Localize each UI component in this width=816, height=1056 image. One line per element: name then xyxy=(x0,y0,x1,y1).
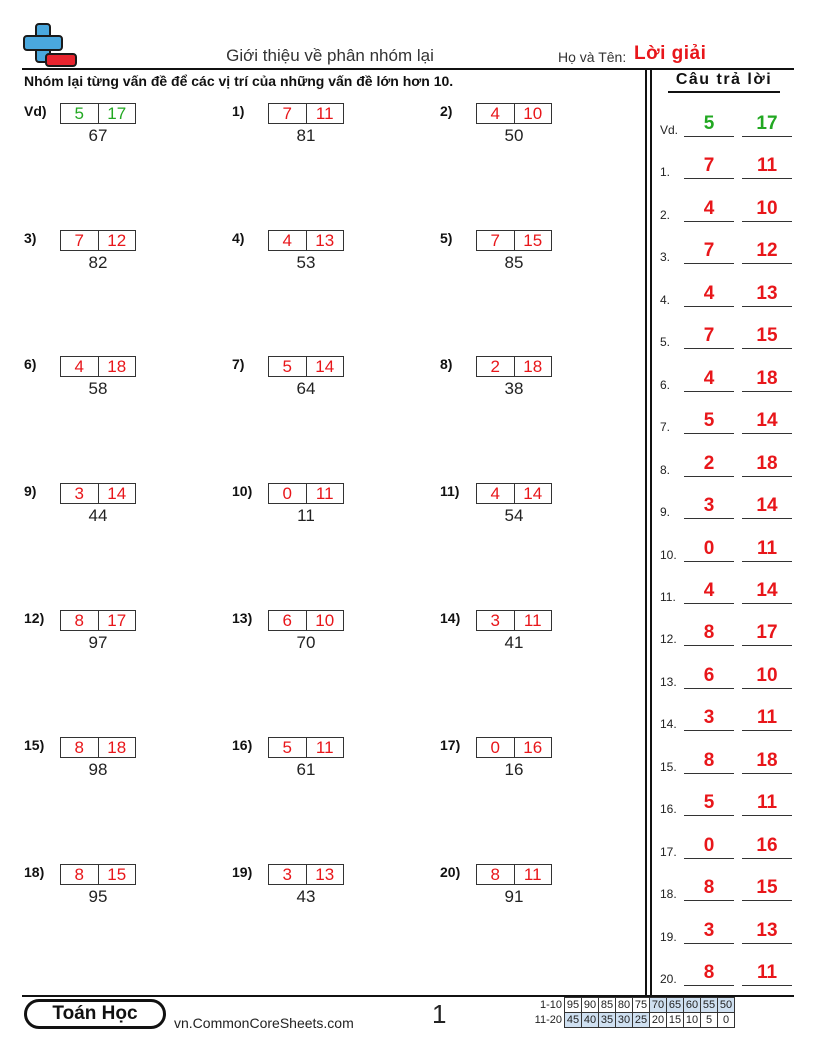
answer-ones: 13 xyxy=(742,921,792,944)
answer-ones: 11 xyxy=(742,963,792,986)
ones-value: 11 xyxy=(306,484,344,503)
answer-tens: 4 xyxy=(684,369,734,392)
answer-tens: 8 xyxy=(684,623,734,646)
problem-label: 6) xyxy=(24,356,37,372)
score-cell: 55 xyxy=(700,997,718,1013)
problem-number: 58 xyxy=(88,379,108,398)
score-cell: 85 xyxy=(598,997,616,1013)
regroup-box xyxy=(60,103,136,124)
problem-number: 82 xyxy=(88,253,108,272)
answer-label: 15. xyxy=(660,759,677,774)
score-cell: 80 xyxy=(615,997,633,1013)
answer-ones: 11 xyxy=(742,793,792,816)
problem-label: 15) xyxy=(24,737,45,753)
score-cell: 10 xyxy=(683,1012,701,1028)
answer-ones: 17 xyxy=(742,114,792,137)
regroup-box xyxy=(476,737,552,758)
regroup-box xyxy=(476,610,552,631)
problem-label: 10) xyxy=(232,483,253,499)
tens-value: 4 xyxy=(490,484,500,503)
answer-row xyxy=(660,956,796,986)
ones-value: 14 xyxy=(306,357,344,376)
answer-tens: 0 xyxy=(684,539,734,562)
ones-value: 11 xyxy=(306,738,344,757)
problem-number: 41 xyxy=(504,633,524,652)
answer-ones: 10 xyxy=(742,199,792,222)
answer-ones: 14 xyxy=(742,581,792,604)
answer-row xyxy=(660,192,796,222)
problem-label: 20) xyxy=(440,864,461,880)
regroup-box xyxy=(60,483,136,504)
site-url: vn.CommonCoreSheets.com xyxy=(174,1015,354,1031)
ones-value: 15 xyxy=(514,231,552,250)
answer-label: 16. xyxy=(660,802,677,817)
regroup-box xyxy=(476,864,552,885)
problem-number: 53 xyxy=(296,253,316,272)
regroup-box xyxy=(60,737,136,758)
ones-value: 17 xyxy=(98,104,136,123)
answer-row xyxy=(660,616,796,646)
problem-number: 81 xyxy=(296,126,316,145)
answers-title-underline xyxy=(668,91,780,93)
score-cell: 40 xyxy=(581,1012,599,1028)
ones-value: 14 xyxy=(98,484,136,503)
problem-label: 14) xyxy=(440,610,461,626)
regroup-box xyxy=(268,864,344,885)
tens-value: 5 xyxy=(282,357,292,376)
regroup-box xyxy=(476,230,552,251)
regroup-box xyxy=(476,356,552,377)
regroup-box xyxy=(268,610,344,631)
answer-label: 18. xyxy=(660,887,677,902)
regroup-box xyxy=(476,103,552,124)
problem-label: 13) xyxy=(232,610,253,626)
problem-number: 70 xyxy=(296,633,316,652)
ones-value: 11 xyxy=(306,104,344,123)
answer-label: 12. xyxy=(660,632,677,647)
score-range-label: 11-20 xyxy=(534,1014,562,1026)
score-row xyxy=(528,997,735,1013)
tens-value: 7 xyxy=(74,231,84,250)
problem-number: 50 xyxy=(504,126,524,145)
answer-ones: 12 xyxy=(742,241,792,264)
score-cell: 75 xyxy=(632,997,650,1013)
problem-number: 67 xyxy=(88,126,108,145)
answer-tens: 2 xyxy=(684,454,734,477)
ones-value: 13 xyxy=(306,865,344,884)
problem-label: 8) xyxy=(440,356,453,372)
answer-label: 4. xyxy=(660,292,671,307)
problem-label: 3) xyxy=(24,230,37,246)
answer-ones: 18 xyxy=(742,369,792,392)
problem-number: 95 xyxy=(88,887,108,906)
answer-ones: 11 xyxy=(742,156,792,179)
answer-row xyxy=(660,914,796,944)
answer-tens: 5 xyxy=(684,114,734,137)
problem-number: 11 xyxy=(297,506,315,525)
answer-label: 13. xyxy=(660,674,677,689)
answer-ones: 13 xyxy=(742,284,792,307)
column-divider xyxy=(645,68,647,995)
problem-number: 61 xyxy=(296,760,316,779)
tens-value: 4 xyxy=(282,231,292,250)
ones-value: 15 xyxy=(98,865,136,884)
problem-label: 19) xyxy=(232,864,253,880)
header-divider xyxy=(22,68,794,70)
tens-value: 5 xyxy=(282,738,292,757)
answer-tens: 0 xyxy=(684,836,734,859)
ones-value: 10 xyxy=(514,104,552,123)
tens-value: 3 xyxy=(74,484,84,503)
answer-ones: 15 xyxy=(742,878,792,901)
problem-label: 12) xyxy=(24,610,45,626)
answer-ones: 11 xyxy=(742,708,792,731)
ones-value: 14 xyxy=(514,484,552,503)
ones-value: 17 xyxy=(98,611,136,630)
problem-number: 54 xyxy=(504,506,524,525)
answer-tens: 5 xyxy=(684,793,734,816)
regroup-box xyxy=(268,483,344,504)
tens-value: 8 xyxy=(74,611,84,630)
score-cell: 25 xyxy=(632,1012,650,1028)
regroup-box xyxy=(60,356,136,377)
tens-value: 0 xyxy=(282,484,292,503)
score-cell: 5 xyxy=(700,1012,718,1028)
answer-tens: 3 xyxy=(684,708,734,731)
problem-label: Vd) xyxy=(24,103,47,119)
problem-label: 18) xyxy=(24,864,45,880)
answer-row xyxy=(660,532,796,562)
score-range-label: 1-10 xyxy=(539,999,562,1011)
answer-tens: 5 xyxy=(684,411,734,434)
answer-label: 11. xyxy=(660,589,676,604)
answer-row xyxy=(660,447,796,477)
answer-row xyxy=(660,829,796,859)
score-cell: 45 xyxy=(564,1012,582,1028)
answer-row xyxy=(660,149,796,179)
problem-number: 91 xyxy=(504,887,524,906)
page-title: Giới thiệu về phân nhóm lại xyxy=(226,46,434,65)
problem-number: 44 xyxy=(88,506,108,525)
problem-label: 9) xyxy=(24,483,37,499)
answer-row xyxy=(660,277,796,307)
tens-value: 7 xyxy=(282,104,292,123)
answer-tens: 8 xyxy=(684,963,734,986)
problem-label: 2) xyxy=(440,103,453,119)
score-cell: 70 xyxy=(649,997,667,1013)
score-cell: 60 xyxy=(683,997,701,1013)
answer-ones: 17 xyxy=(742,623,792,646)
answer-label: 6. xyxy=(660,377,671,392)
ones-value: 10 xyxy=(306,611,344,630)
answer-ones: 18 xyxy=(742,751,792,774)
regroup-box xyxy=(476,483,552,504)
score-cell: 95 xyxy=(564,997,582,1013)
problem-number: 98 xyxy=(88,760,108,779)
answer-ones: 10 xyxy=(742,666,792,689)
answer-label: 1. xyxy=(660,165,671,180)
answer-ones: 18 xyxy=(742,454,792,477)
answer-tens: 8 xyxy=(684,878,734,901)
problem-label: 11) xyxy=(440,483,460,499)
problem-number: 85 xyxy=(504,253,524,272)
ones-value: 16 xyxy=(514,738,552,757)
answer-label: 17. xyxy=(660,844,677,859)
score-row xyxy=(528,1012,735,1028)
answer-label: 19. xyxy=(660,929,677,944)
problem-label: 1) xyxy=(232,103,245,119)
page-number: 1 xyxy=(432,999,447,1029)
tens-value: 4 xyxy=(490,104,500,123)
answer-label: 10. xyxy=(660,547,677,562)
problem-number: 43 xyxy=(296,887,316,906)
answer-row xyxy=(660,701,796,731)
answers-title: Câu trả lời xyxy=(675,71,773,88)
problem-label: 7) xyxy=(232,356,245,372)
answer-label: 2. xyxy=(660,207,671,222)
regroup-box xyxy=(60,864,136,885)
answer-row xyxy=(660,659,796,689)
ones-value: 13 xyxy=(306,231,344,250)
ones-value: 18 xyxy=(98,357,136,376)
name-label: Họ và Tên: xyxy=(558,49,627,65)
answer-label: Vd. xyxy=(660,123,679,137)
regroup-box xyxy=(60,230,136,251)
score-cell: 30 xyxy=(615,1012,633,1028)
answer-ones: 15 xyxy=(742,326,792,349)
problem-number: 97 xyxy=(88,633,108,652)
answer-row xyxy=(660,786,796,816)
answer-row xyxy=(660,107,796,137)
score-table xyxy=(528,997,735,1028)
answer-label: 7. xyxy=(660,420,671,435)
regroup-box xyxy=(268,737,344,758)
answer-tens: 7 xyxy=(684,156,734,179)
answer-label: 5. xyxy=(660,335,671,350)
answer-tens: 3 xyxy=(684,921,734,944)
score-cell: 20 xyxy=(649,1012,667,1028)
answer-row xyxy=(660,234,796,264)
brand-badge: Toán Học xyxy=(24,999,166,1029)
answer-tens: 4 xyxy=(684,284,734,307)
answer-ones: 14 xyxy=(742,496,792,519)
answer-label: 8. xyxy=(660,462,671,477)
ones-value: 12 xyxy=(98,231,136,250)
tens-value: 8 xyxy=(74,738,84,757)
tens-value: 2 xyxy=(490,357,500,376)
score-cell: 90 xyxy=(581,997,599,1013)
answer-tens: 3 xyxy=(684,496,734,519)
ones-value: 11 xyxy=(514,611,552,630)
score-cell: 50 xyxy=(717,997,735,1013)
answer-row xyxy=(660,404,796,434)
regroup-box xyxy=(60,610,136,631)
name-value: Lời giải xyxy=(634,43,707,64)
answer-row xyxy=(660,489,796,519)
answer-row xyxy=(660,574,796,604)
answer-row xyxy=(660,871,796,901)
tens-value: 7 xyxy=(490,231,500,250)
tens-value: 3 xyxy=(282,865,292,884)
regroup-box xyxy=(268,103,344,124)
tens-value: 3 xyxy=(490,611,500,630)
problem-label: 4) xyxy=(232,230,245,246)
answer-tens: 4 xyxy=(684,199,734,222)
answer-label: 20. xyxy=(660,972,677,986)
answer-tens: 7 xyxy=(684,241,734,264)
tens-value: 5 xyxy=(74,104,84,123)
answer-row xyxy=(660,362,796,392)
answer-ones: 11 xyxy=(742,539,792,562)
ones-value: 18 xyxy=(514,357,552,376)
instructions: Nhóm lại từng vấn đề để các vị trí của những vấn đề lớn hơn 10. xyxy=(24,73,454,89)
answer-ones: 14 xyxy=(742,411,792,434)
problem-label: 5) xyxy=(440,230,453,246)
answer-ones: 16 xyxy=(742,836,792,859)
answer-row xyxy=(660,319,796,349)
answer-tens: 7 xyxy=(684,326,734,349)
tens-value: 8 xyxy=(74,865,84,884)
score-cell: 0 xyxy=(717,1012,735,1028)
regroup-box xyxy=(268,356,344,377)
tens-value: 0 xyxy=(490,738,500,757)
answer-tens: 6 xyxy=(684,666,734,689)
ones-value: 11 xyxy=(514,865,552,884)
answer-tens: 8 xyxy=(684,751,734,774)
tens-value: 8 xyxy=(490,865,500,884)
answer-tens: 4 xyxy=(684,581,734,604)
answer-label: 9. xyxy=(660,505,671,520)
problem-number: 38 xyxy=(504,379,524,398)
problem-label: 16) xyxy=(232,737,253,753)
ones-value: 18 xyxy=(98,738,136,757)
tens-value: 6 xyxy=(282,611,292,630)
problem-number: 64 xyxy=(296,379,316,398)
problem-label: 17) xyxy=(440,737,461,753)
tens-value: 4 xyxy=(74,357,84,376)
score-cell: 15 xyxy=(666,1012,684,1028)
answer-label: 14. xyxy=(660,717,677,732)
column-divider xyxy=(650,68,652,995)
problem-number: 16 xyxy=(504,760,524,779)
score-cell: 35 xyxy=(598,1012,616,1028)
answer-row xyxy=(660,744,796,774)
score-cell: 65 xyxy=(666,997,684,1013)
regroup-box xyxy=(268,230,344,251)
answer-label: 3. xyxy=(660,250,671,265)
